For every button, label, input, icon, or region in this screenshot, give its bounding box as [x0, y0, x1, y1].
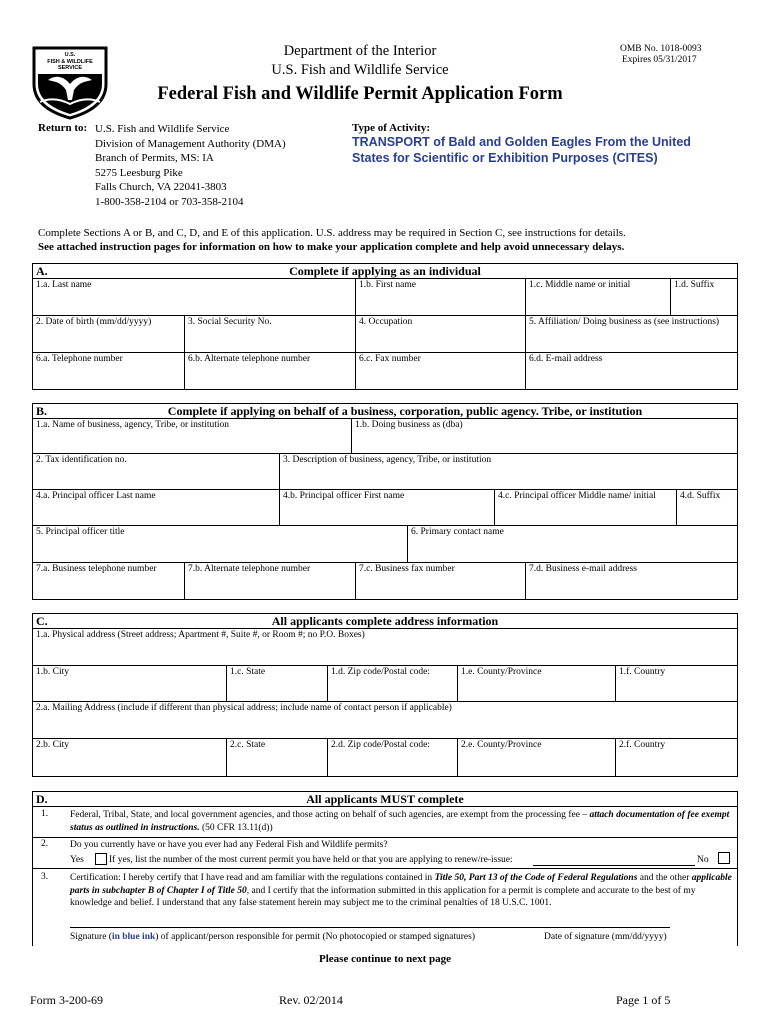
cert-text-a: Certification: I hereby certify that I have read and am familiar with the regulations contained in [70, 873, 433, 883]
item1-text-bold: attach documentation of fee exempt status as outlined in instructions. [70, 810, 730, 833]
fws-logo [30, 44, 110, 120]
zip-field[interactable]: 1.d. Zip code/Postal code: [328, 666, 458, 701]
activity-line1: TRANSPORT of Bald and Golden Eagles From the United [352, 135, 691, 149]
omb-number: OMB No. 1018-0093 [620, 44, 702, 54]
continue-note: Please continue to next page [319, 953, 451, 965]
section-c-header [33, 614, 737, 629]
sig-label-blue: in blue ink [111, 932, 156, 942]
section-b-letter: B. [36, 404, 48, 418]
return-to-address [95, 122, 286, 209]
business-fax-field[interactable]: 7.c. Business fax number [356, 563, 526, 599]
country-field[interactable]: 1.f. Country [619, 667, 666, 677]
date-signature-label: Date of signature (mm/dd/yyyy) [544, 932, 667, 942]
mailing-address-field[interactable]: 2.a. Mailing Address (include if different than physical address; include name of contact person if applicable) [36, 703, 452, 713]
section-d-letter: D. [36, 792, 48, 806]
section-a-row3 [33, 353, 737, 389]
section-b-row2 [33, 454, 737, 490]
return-line: Falls Church, VA 22041-3803 [95, 181, 227, 193]
tax-id-field[interactable]: 2. Tax identification no. [33, 454, 280, 489]
cert-text-e: , and I certify that the information submitted in this application for a permit is complete and accurate to the best of my knowledge and belief. I understand that any false statement herein may subject me to the criminal penalties of 18 U.S.C. 1001. [70, 885, 696, 908]
officer-last-name-field[interactable]: 4.a. Principal officer Last name [33, 490, 280, 525]
city-field[interactable]: 1.b. City [33, 666, 227, 701]
section-d-item2 [33, 838, 737, 869]
section-b-row3 [33, 490, 737, 526]
certification-text [70, 872, 734, 910]
cert-text-d: applicable parts in subchapter B of Chapter I of Title 50 [70, 873, 732, 896]
business-name-field[interactable]: 1.a. Name of business, agency, Tribe, or institution [33, 419, 352, 453]
yes-label: Yes [70, 855, 84, 865]
section-c-letter: C. [36, 614, 48, 628]
section-a [32, 263, 738, 390]
item1-text [70, 809, 730, 834]
item2-number: 2. [41, 839, 49, 849]
officer-first-name-field[interactable]: 4.b. Principal officer First name [280, 490, 495, 525]
section-a-row1 [33, 279, 737, 316]
logo-line3: SERVICE [57, 65, 83, 71]
return-line: 1-800-358-2104 or 703-358-2104 [95, 195, 244, 208]
ssn-field[interactable]: 3. Social Security No. [185, 316, 356, 352]
fax-field[interactable]: 6.c. Fax number [356, 353, 526, 389]
return-to-label: Return to: [38, 122, 88, 134]
state-field[interactable]: 1.c. State [227, 666, 328, 701]
section-d-header [33, 792, 737, 807]
activity-line2: States for Scientific or Exhibition Purposes (CITES) [352, 150, 658, 165]
yes-checkbox[interactable] [95, 853, 107, 865]
last-name-field[interactable]: 1.a. Last name [33, 279, 356, 315]
mailing-country-field[interactable]: 2.f. Country [619, 740, 666, 750]
form-number: Form 3-200-69 [30, 993, 103, 1007]
section-a-letter: A. [36, 264, 48, 278]
primary-contact-field[interactable]: 6. Primary contact name [411, 527, 504, 537]
dept-line1: Department of the Interior [283, 43, 437, 59]
return-line: Branch of Permits, MS: IA [95, 152, 214, 164]
business-description-field[interactable]: 3. Description of business, agency, Tribe, or institution [283, 455, 492, 465]
revision: Rev. 02/2014 [279, 993, 343, 1007]
section-d-item3 [33, 869, 737, 947]
page-number: Page 1 of 5 [616, 993, 671, 1007]
form-title: Federal Fish and Wildlife Permit Application Form [157, 84, 563, 104]
mailing-county-field[interactable]: 2.e. County/Province [458, 739, 616, 776]
cert-text-c: and the other [639, 873, 690, 883]
no-label: No [697, 855, 709, 865]
logo-line1: U.S. [64, 52, 76, 58]
email-field[interactable]: 6.d. E-mail address [529, 354, 603, 364]
permit-number-input[interactable] [533, 865, 695, 866]
omb-expires: Expires 05/31/2017 [622, 55, 697, 65]
cert-text-b: Title 50, Part 13 of the Code of Federal Regulations [434, 873, 638, 883]
section-c-row2 [33, 666, 737, 702]
item1-text-main: Federal, Tribal, State, and local government agencies, and those acting on behalf of such agencies, are exempt from the processing fee – [70, 810, 588, 820]
first-name-field[interactable]: 1.b. First name [356, 279, 526, 315]
activity-type [352, 135, 712, 166]
return-line: Division of Management Authority (DMA) [95, 137, 286, 150]
section-c-row3 [33, 702, 737, 739]
section-c-row1 [33, 629, 737, 666]
business-email-field[interactable]: 7.d. Business e-mail address [529, 564, 637, 574]
item1-text-ref: (50 CFR 13.11(d)) [202, 822, 273, 833]
section-b-title: Complete if applying on behalf of a business, corporation, public agency. Tribe, or institution [167, 404, 643, 418]
signature-label [70, 931, 475, 944]
officer-suffix-field[interactable]: 4.d. Suffix [680, 491, 721, 501]
section-b-row4 [33, 526, 737, 563]
return-line: U.S. Fish and Wildlife Service [95, 123, 230, 135]
return-line: 5275 Leesburg Pike [95, 166, 183, 179]
section-a-header [33, 264, 737, 279]
logo-line2: FISH & WILDLIFE [47, 58, 93, 65]
section-c [32, 613, 738, 777]
occupation-field[interactable]: 4. Occupation [356, 316, 526, 352]
activity-label: Type of Activity: [352, 122, 431, 134]
affiliation-field[interactable]: 5. Affiliation/ Doing business as (see instructions) [529, 317, 720, 327]
no-checkbox[interactable] [718, 852, 730, 864]
section-c-title: All applicants complete address information [271, 614, 499, 628]
section-d-item1 [33, 807, 737, 838]
sig-label-post: ) of applicant/person responsible for permit (No photocopied or stamped signatures) [155, 932, 476, 942]
mailing-city-field[interactable]: 2.b. City [33, 739, 227, 776]
mailing-zip-field[interactable]: 2.d. Zip code/Postal code: [328, 739, 458, 776]
item2-text: Do you currently have or have you ever had any Federal Fish and Wildlife permits? [70, 840, 388, 850]
section-b-row5 [33, 563, 737, 599]
dept-line2: U.S. Fish and Wildlife Service [271, 62, 449, 78]
section-b-header [33, 404, 737, 419]
section-b [32, 403, 738, 600]
business-alt-phone-field[interactable]: 7.b. Alternate telephone number [185, 563, 356, 599]
yes-permit-text: If yes, list the number of the most current permit you have held or that you are applying to renew/re-issue: [109, 855, 513, 865]
business-phone-field[interactable]: 7.a. Business telephone number [33, 563, 185, 599]
instructions-line2: See attached instruction pages for information on how to make your application complete and help avoid unnecessary delays. [38, 241, 625, 253]
dob-field[interactable]: 2. Date of birth (mm/dd/yyyy) [33, 316, 185, 352]
section-a-row2 [33, 316, 737, 353]
sig-label-pre: Signature ( [70, 932, 112, 942]
section-a-title: Complete if applying as an individual [289, 264, 481, 278]
instructions-line1: Complete Sections A or B, and C, D, and E of this application. U.S. address may be required in Section C, see instructions for details. [38, 227, 626, 239]
section-d [32, 791, 738, 946]
signature-line[interactable] [70, 927, 670, 928]
section-c-row4 [33, 739, 737, 776]
suffix-field[interactable]: 1.d. Suffix [674, 280, 715, 290]
county-field[interactable]: 1.e. County/Province [458, 666, 616, 701]
officer-middle-name-field[interactable]: 4.c. Principal officer Middle name/ initial [495, 490, 677, 525]
dba-field[interactable]: 1.b. Doing business as (dba) [355, 420, 463, 430]
physical-address-field[interactable]: 1.a. Physical address (Street address; Apartment #, Suite #, or Room #; no P.O. Boxes) [36, 630, 365, 640]
item3-number: 3. [41, 872, 49, 882]
item1-number: 1. [41, 809, 49, 819]
section-d-title: All applicants MUST complete [306, 792, 464, 806]
mailing-state-field[interactable]: 2.c. State [227, 739, 328, 776]
section-b-row1 [33, 419, 737, 454]
officer-title-field[interactable]: 5. Principal officer title [33, 526, 408, 562]
middle-name-field[interactable]: 1.c. Middle name or initial [526, 279, 671, 315]
telephone-field[interactable]: 6.a. Telephone number [33, 353, 185, 389]
alt-telephone-field[interactable]: 6.b. Alternate telephone number [185, 353, 356, 389]
